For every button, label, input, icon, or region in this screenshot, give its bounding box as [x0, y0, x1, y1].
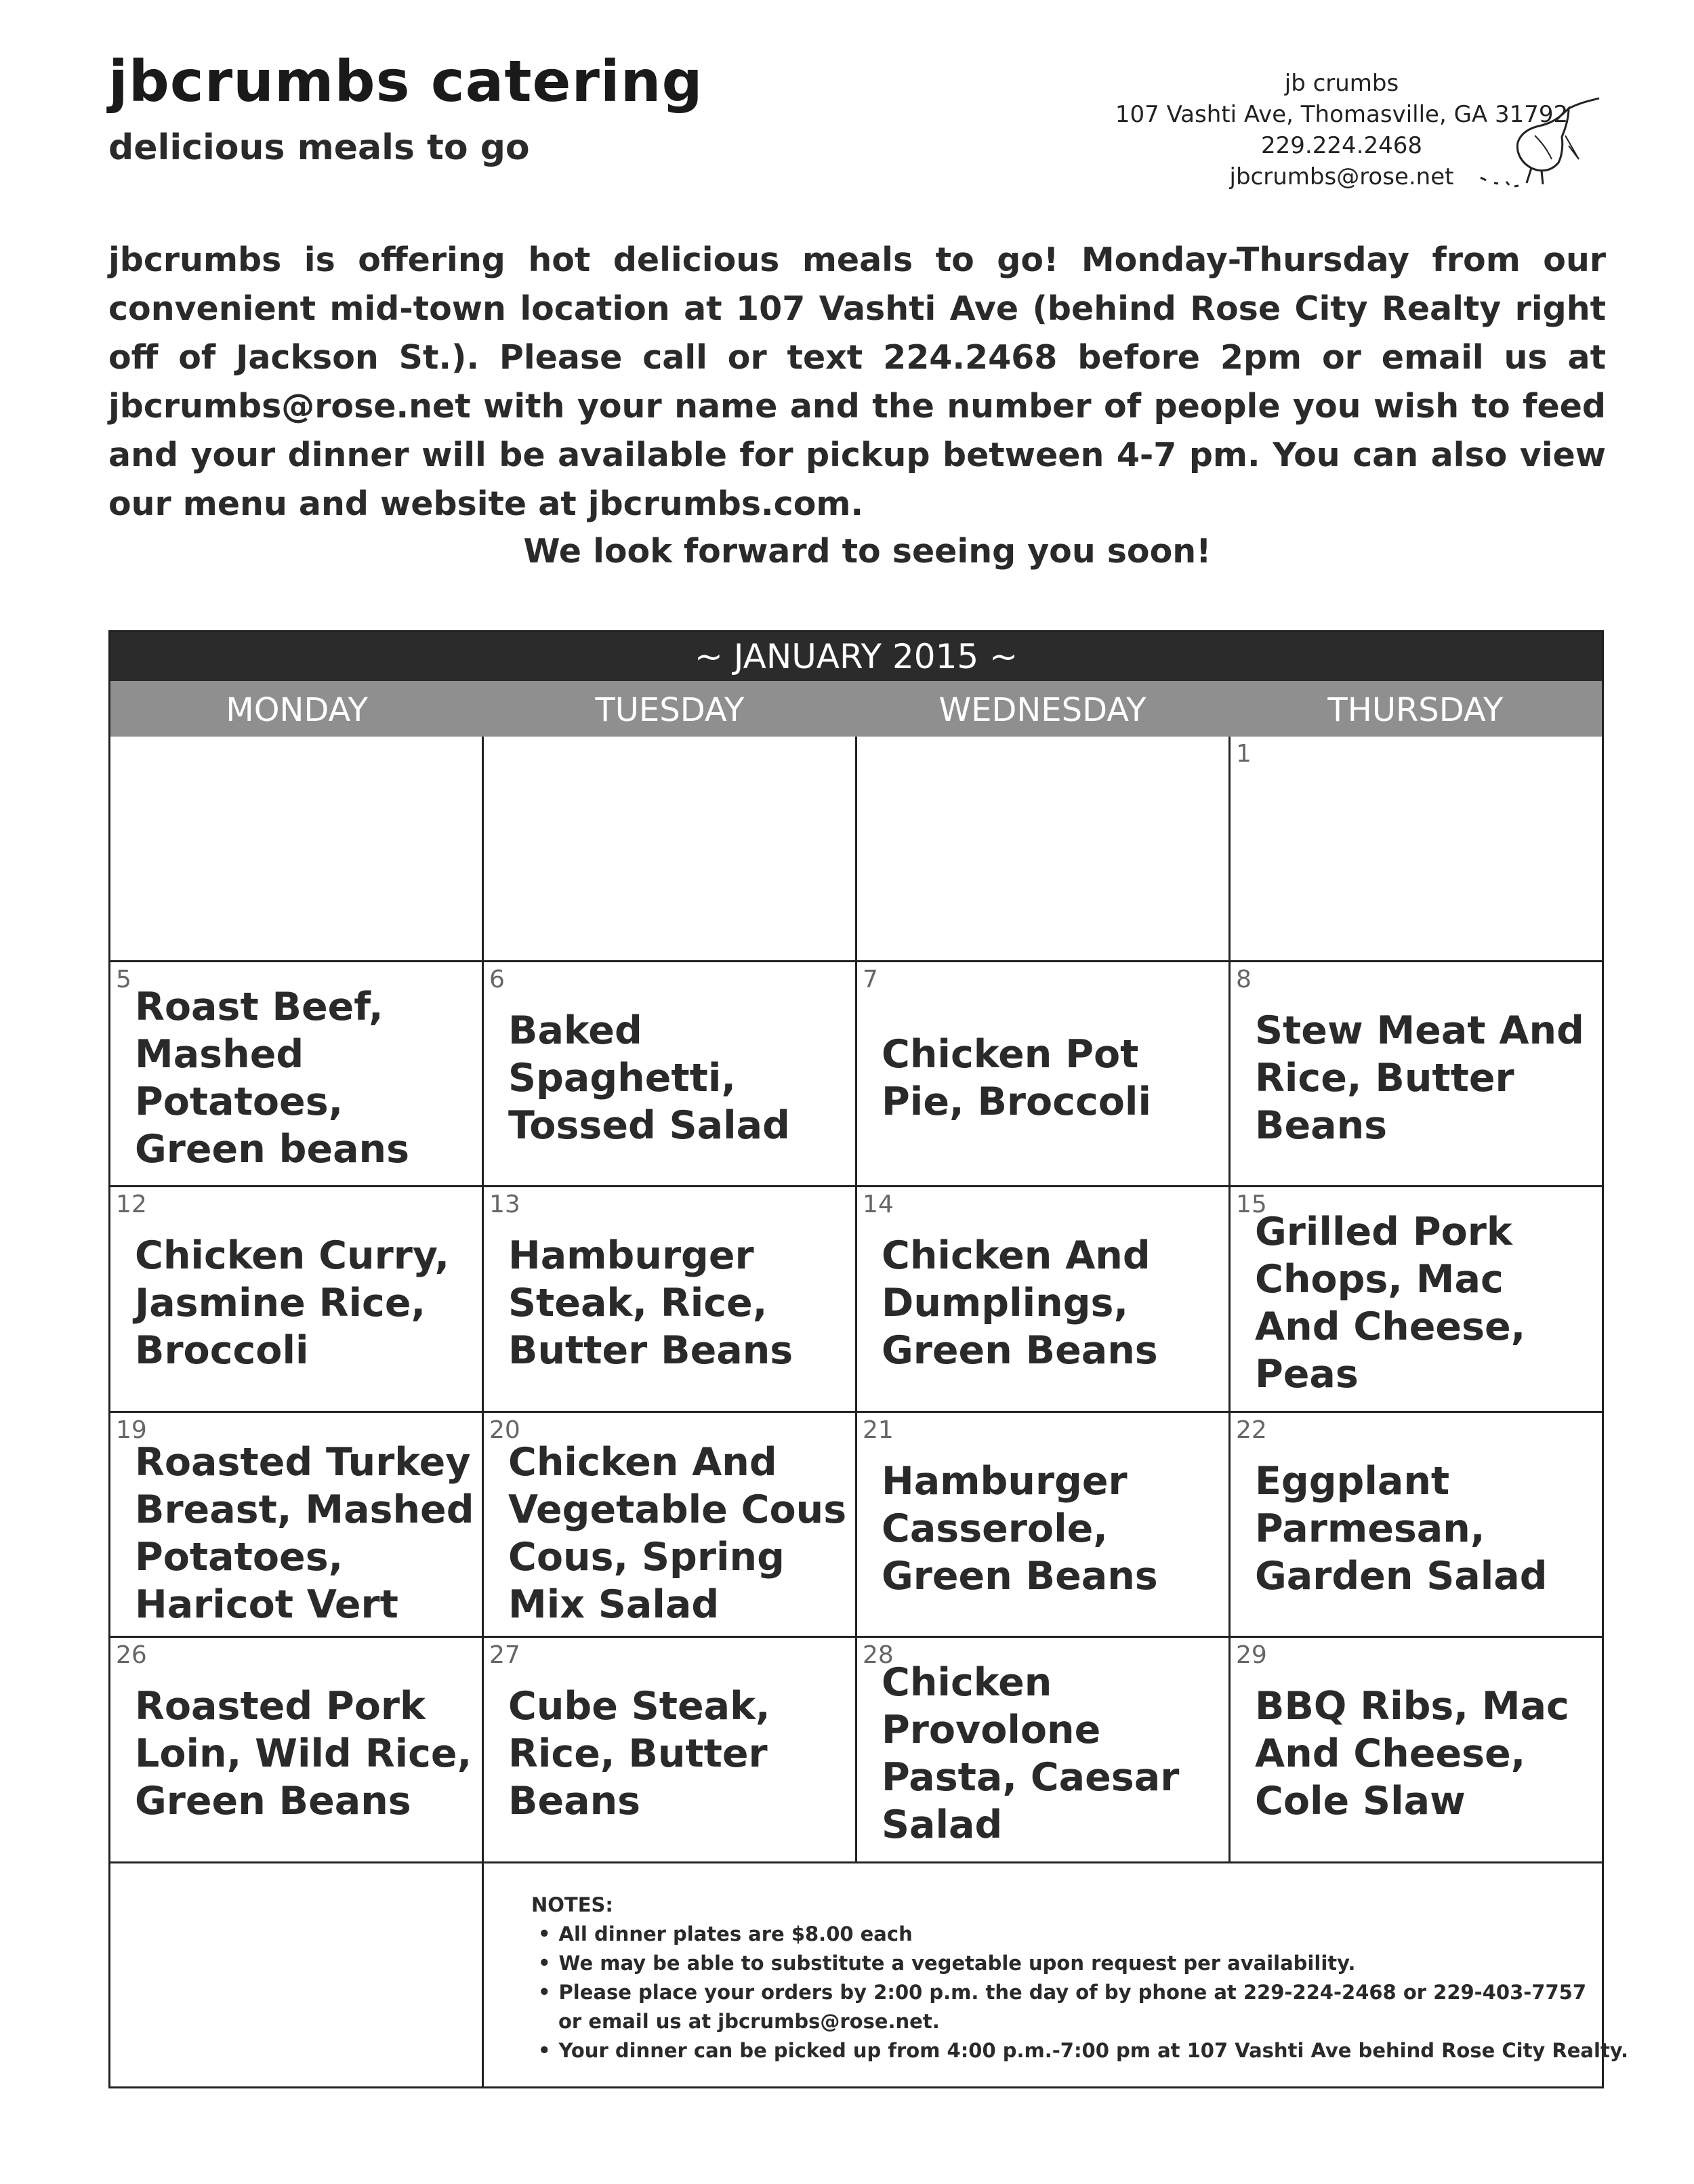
day-number: 1 [1236, 740, 1252, 768]
meal-description [1255, 1638, 1596, 1861]
bullet-icon: • [538, 2039, 551, 2062]
meal-text: Cube Steak, Rice, Butter Beans [508, 1684, 770, 1824]
meal-text: Baked Spaghetti, Tossed Salad [508, 1008, 790, 1148]
calendar-day-cell [484, 1187, 857, 1413]
note-item [531, 1978, 1588, 2007]
intro-paragraph: jbcrumbs is offering hot delicious meals to go! Monday-Thursday from our convenient mid-town location at 107 Vashti Ave (behind Rose City Realty right off of Jackson St.). Please call or text 224.2468 before 2pm or email us at jbcrumbs@rose.net with your name and the number of people you wish to feed and your dinner will be available for pickup between 4-7 pm. You can also view our menu and website at jbcrumbs.com. [108, 241, 1606, 523]
meal-text: Roast Beef, Mashed Potatoes, Green beans [135, 984, 410, 1172]
calendar-day-cell [484, 1638, 857, 1863]
calendar-day-cell [1231, 737, 1602, 962]
calendar-day-cell [110, 1413, 484, 1638]
day-number: 13 [489, 1191, 520, 1218]
meal-description [135, 737, 476, 960]
menu-calendar [108, 630, 1629, 2088]
meal-text: Hamburger Steak, Rice, Butter Beans [508, 1233, 793, 1373]
calendar-day-cell [110, 1638, 484, 1863]
day-number: 29 [1236, 1641, 1267, 1669]
day-number: 28 [863, 1641, 894, 1669]
calendar-day-cell [1231, 962, 1602, 1187]
weekday-thursday: THURSDAY [1327, 691, 1504, 729]
meal-description [882, 1638, 1223, 1861]
calendar-day-cell [484, 962, 857, 1187]
bullet-icon: • [538, 1981, 551, 2004]
weekday-wednesday: WEDNESDAY [938, 691, 1146, 729]
note-continuation: or email us at jbcrumbs@rose.net. [558, 2010, 940, 2033]
day-number: 14 [863, 1191, 894, 1218]
day-number: 20 [489, 1416, 520, 1444]
note-text: Please place your orders by 2:00 p.m. the day of by phone at 229-224-2468 or 229-403-7757 [558, 1981, 1587, 2004]
meal-description [135, 1638, 476, 1861]
meal-text: Chicken Provolone Pasta, Caesar Salad [882, 1660, 1180, 1847]
calendar-day-cell [857, 1187, 1231, 1413]
meal-description [508, 1413, 850, 1636]
note-item [531, 1949, 1588, 1978]
note-item [531, 1920, 1588, 1949]
note-item [531, 2036, 1629, 2065]
meal-text: Eggplant Parmesan, Garden Salad [1255, 1458, 1548, 1599]
calendar-day-cell [484, 1413, 857, 1638]
meal-description [508, 1187, 850, 1411]
day-number: 26 [116, 1641, 147, 1669]
page-subtitle: delicious meals to go [108, 127, 530, 168]
day-number: 6 [489, 966, 505, 993]
meal-description [508, 962, 850, 1185]
contact-email: jbcrumbs@rose.net [1229, 163, 1454, 190]
calendar-day-cell [857, 1638, 1231, 1863]
calendar-day-cell [1231, 1413, 1602, 1638]
calendar-day-cell [1231, 1187, 1602, 1413]
empty-cell [110, 1863, 484, 2086]
meal-description [882, 737, 1223, 960]
day-number: 19 [116, 1416, 147, 1444]
meal-text: Grilled Pork Chops, Mac And Cheese, Peas [1255, 1210, 1526, 1397]
note-text: We may be able to substitute a vegetable upon request per availability. [558, 1952, 1356, 1975]
weekday-monday: MONDAY [226, 691, 368, 729]
day-number: 15 [1236, 1191, 1267, 1218]
day-number: 22 [1236, 1416, 1267, 1444]
notes-block [531, 1891, 1629, 2065]
day-number: 8 [1236, 966, 1252, 993]
weekday-tuesday: TUESDAY [595, 691, 745, 729]
meal-text: BBQ Ribs, Mac And Cheese, Cole Slaw [1255, 1684, 1569, 1824]
meal-text: Hamburger Casserole, Green Beans [882, 1458, 1158, 1599]
meal-description [135, 1187, 476, 1411]
meal-description [1255, 1413, 1596, 1636]
note-text: Your dinner can be picked up from 4:00 p.m.-7:00 pm at 107 Vashti Ave behind Rose City Realty. [558, 2039, 1629, 2062]
meal-text: Stew Meat And Rice, Butter Beans [1255, 1008, 1584, 1148]
meal-description [135, 1413, 476, 1636]
calendar-day-cell [1231, 1638, 1602, 1863]
notes-cell [484, 1863, 1629, 2086]
meal-text: Chicken And Vegetable Cous Cous, Spring Mix Salad [508, 1440, 847, 1627]
day-number: 27 [489, 1641, 520, 1669]
contact-name: jb crumbs [1284, 70, 1399, 97]
meal-description [1255, 737, 1596, 960]
meal-description [882, 1187, 1223, 1411]
meal-text: Chicken And Dumplings, Green Beans [882, 1233, 1158, 1373]
weekday-header-row [110, 681, 1602, 737]
meal-text: Chicken Pot Pie, Broccoli [882, 1031, 1151, 1124]
calendar-day-cell [857, 962, 1231, 1187]
meal-description [508, 1638, 850, 1861]
contact-address: 107 Vashti Ave, Thomasville, GA 31792 [1115, 101, 1569, 128]
day-number: 12 [116, 1191, 147, 1218]
meal-description [1255, 962, 1596, 1185]
calendar-month-header: ~ JANUARY 2015 ~ [110, 632, 1602, 681]
meal-description [882, 1413, 1223, 1636]
note-text: All dinner plates are $8.00 each [558, 1922, 913, 1945]
calendar-day-cell [110, 1187, 484, 1413]
meal-description [508, 737, 850, 960]
meal-text: Roasted Pork Loin, Wild Rice, Green Beans [135, 1684, 472, 1824]
calendar-day-cell [110, 962, 484, 1187]
meal-text: Roasted Turkey Breast, Mashed Potatoes, Haricot Vert [135, 1440, 474, 1627]
calendar-day-cell [857, 737, 1231, 962]
bullet-icon: • [538, 1922, 551, 1945]
calendar-day-cell [857, 1413, 1231, 1638]
notes-heading: NOTES: [531, 1893, 613, 1916]
calendar-day-cell [110, 737, 484, 962]
contact-phone: 229.224.2468 [1261, 132, 1422, 159]
bullet-icon: • [538, 1952, 551, 1975]
bird-logo-icon [1467, 95, 1603, 197]
day-number: 7 [863, 966, 878, 993]
closing-line: We look forward to seeing you soon! [523, 532, 1212, 571]
meal-description [1255, 1187, 1596, 1411]
day-number: 21 [863, 1416, 894, 1444]
day-number: 5 [116, 966, 131, 993]
meal-text: Chicken Curry, Jasmine Rice, Broccoli [135, 1233, 450, 1373]
calendar-day-cell [484, 737, 857, 962]
meal-description [135, 962, 476, 1185]
page-title: jbcrumbs catering [108, 48, 703, 115]
meal-description [882, 962, 1223, 1185]
